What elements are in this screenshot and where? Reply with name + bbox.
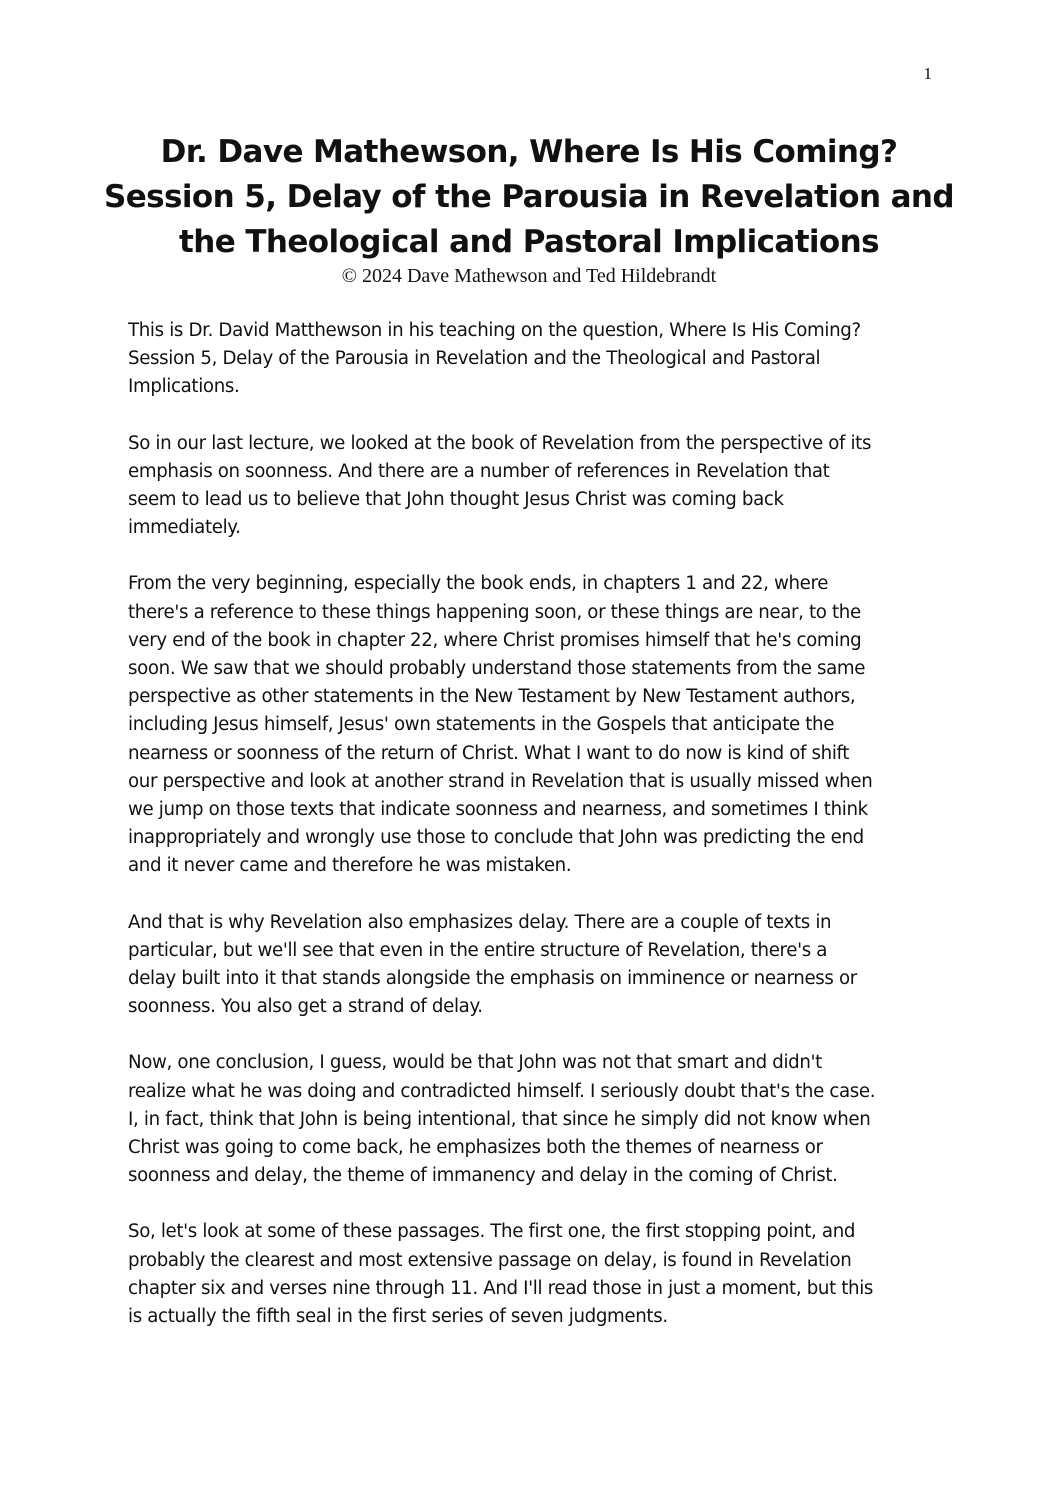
text-line: From the very beginning, especially the book ends, in chapters 1 and 22, where (128, 573, 829, 595)
copyright-notice: © 2024 Dave Mathewson and Ted Hildebrandt (341, 265, 717, 287)
text-line: inappropriately and wrongly use those to conclude that John was predicting the end (128, 827, 864, 849)
text-line: And that is why Revelation also emphasizes delay. There are a couple of texts in (128, 911, 832, 933)
text-line: emphasis on soonness. And there are a number of references in Revelation that (128, 460, 830, 482)
text-line: So in our last lecture, we looked at the book of Revelation from the perspective of its (128, 432, 872, 454)
text-line: there's a reference to these things happening soon, or these things are near, to the (128, 601, 861, 623)
text-line: and it never came and therefore he was mistaken. (128, 855, 572, 877)
text-line: I, in fact, think that John is being intentional, that since he simply did not know when (128, 1108, 871, 1130)
title-line-3: the Theological and Pastoral Implications (179, 224, 879, 260)
text-line: realize what he was doing and contradicted himself. I seriously doubt that's the case. (128, 1080, 876, 1102)
text-line: Now, one conclusion, I guess, would be that John was not that smart and didn't (128, 1052, 822, 1074)
text-line: soonness. You also get a strand of delay. (128, 996, 483, 1018)
title-line-1: Dr. Dave Mathewson, Where Is His Coming? (160, 134, 898, 170)
paragraph-3 (128, 570, 938, 880)
text-line: perspective as other statements in the New Testament by New Testament authors, (128, 686, 856, 708)
document-header (100, 130, 958, 287)
text-line: soonness and delay, the theme of immanency and delay in the coming of Christ. (128, 1165, 838, 1187)
text-line: delay built into it that stands alongside the emphasis on imminence or nearness or (128, 968, 857, 990)
text-line: So, let's look at some of these passages. The first one, the first stopping point, and (128, 1221, 856, 1243)
page-number: 1 (923, 64, 932, 83)
paragraph-6 (128, 1218, 938, 1331)
text-line: nearness or soonness of the return of Christ. What I want to do now is kind of shift (128, 742, 850, 764)
text-line: is actually the fifth seal in the first series of seven judgments. (128, 1306, 668, 1328)
transcript-body (128, 317, 938, 1359)
text-line: chapter six and verses nine through 11. And I'll read those in just a moment, but this (128, 1277, 874, 1299)
text-line: probably the clearest and most extensive passage on delay, is found in Revelation (128, 1249, 852, 1271)
paragraph-1 (128, 317, 938, 402)
paragraph-4 (128, 909, 938, 1022)
text-line: particular, but we'll see that even in the entire structure of Revelation, there's a (128, 939, 828, 961)
text-line: soon. We saw that we should probably understand those statements from the same (128, 658, 866, 680)
paragraph-5 (128, 1049, 938, 1190)
text-line: seem to lead us to believe that John thought Jesus Christ was coming back (128, 489, 784, 511)
text-line: very end of the book in chapter 22, where Christ promises himself that he's coming (128, 629, 862, 651)
paragraph-2 (128, 430, 938, 543)
text-line: This is Dr. David Matthewson in his teaching on the question, Where Is His Coming? (128, 320, 861, 341)
title-line-2: Session 5, Delay of the Parousia in Revelation and (103, 179, 954, 215)
text-line: Christ was going to come back, he emphasizes both the themes of nearness or (128, 1137, 823, 1159)
text-line: Implications. (128, 376, 240, 398)
text-line: immediately. (128, 517, 241, 539)
text-line: Session 5, Delay of the Parousia in Revelation and the Theological and Pastoral (128, 348, 821, 370)
text-line: we jump on those texts that indicate soonness and nearness, and sometimes I think (128, 799, 868, 821)
text-line: our perspective and look at another strand in Revelation that is usually missed when (128, 770, 873, 792)
text-line: including Jesus himself, Jesus' own statements in the Gospels that anticipate the (128, 714, 835, 736)
